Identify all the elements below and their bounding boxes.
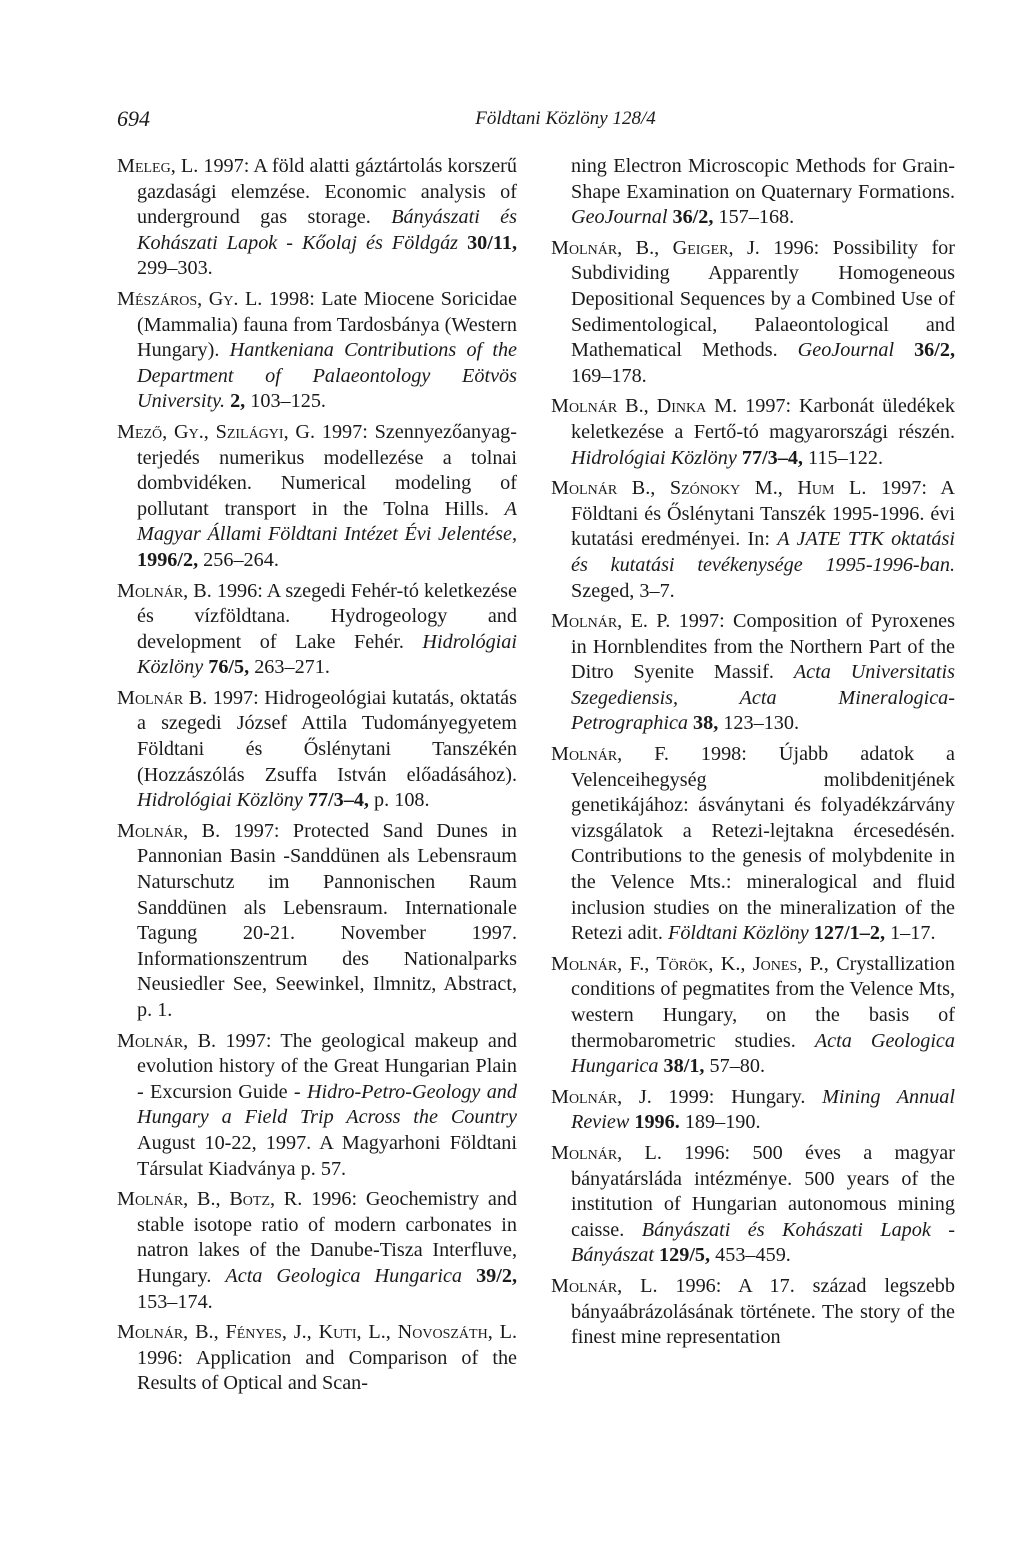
reference-text: 1996: Application and Comparison of the Results of Optical and Scan- [137,1346,517,1395]
reference-pages: 153–174. [137,1290,213,1313]
reference-author: Mészáros, Gy. L. [117,287,263,310]
reference-journal: Mining Annual Review [571,1085,956,1134]
reference-author: Molnár, J. [551,1085,652,1108]
reference-pages: Szeged, 3–7. [571,579,675,602]
reference-pages: 115–122. [802,446,883,469]
reference-author: Molnár, B. [117,1029,217,1052]
reference-entry [117,819,517,1024]
reference-author: Molnár B., Szónoky M., Hum L. [551,477,867,500]
reference-volume: 76/5, [203,656,250,679]
reference-entry [117,1029,517,1183]
reference-entry [551,394,955,471]
reference-text: 1998: Újabb adatok a Velenceihegység molibdenitjének genetikájához: ásványtani és folyadékzárvány vizsgálatok a Retezi-lejtakna ércesedésén. Contributions to the genesis of molybdenite in the Velence Mts.: mineralogical and fluid inclusion studies on the mineralization of the Retezi adit. [571,743,956,945]
reference-pages: 123–130. [718,712,800,735]
reference-pages: 157–168. [713,206,795,229]
reference-author: Molnár, F. [551,743,669,766]
reference-entry [551,609,955,737]
reference-entry [117,1187,517,1315]
reference-journal: Hidrológiai Közlöny [137,630,517,679]
reference-text: 1997: Composition of Pyroxenes in Hornblendites from the Northern Part of the Ditro Syenite Massif. [571,610,955,684]
reference-pages: 189–190. [679,1111,761,1134]
reference-author: Meleg, L. [117,155,199,177]
reference-entry [117,579,517,681]
reference-text: 1997: The geological makeup and evolution history of the Great Hungarian Plain - Excursion Guide - [137,1029,518,1103]
reference-journal: Acta Geologica Hungarica [571,1029,955,1078]
reference-volume: 36/2, [667,206,714,229]
reference-entry [551,154,955,231]
reference-pages: 57–80. [704,1055,766,1078]
reference-author: Molnár, B., Fényes, J., Kuti, L., Novoszáth, L. [117,1321,517,1344]
reference-journal: A Magyar Állami Földtani Intézet Évi Jelentése, [137,497,517,546]
reference-volume: 77/3–4, [736,446,803,469]
reference-volume: 129/5, [654,1244,711,1267]
reference-author: Molnár, E. P. [551,610,671,633]
reference-author: Molnár B. [117,686,208,709]
reference-volume: 1996. [629,1111,680,1134]
reference-volume: 1996/2, [137,548,199,571]
reference-volume: 2, [225,390,246,413]
reference-text: 1998: Late Miocene Soricidae (Mammalia) fauna from Tardosbánya (Western Hungary). [137,287,518,362]
reference-text: 1999: Hungary. [651,1085,823,1108]
reference-text: 1996: A szegedi Fehér-tó keletkezése és vízföldtana. Hydrogeology and development of Lake Fehér. [137,579,517,653]
reference-volume: 77/3–4, [302,789,369,812]
reference-journal: Bányászati és Kohászati Lapok - Kőolaj és Földgáz [137,206,517,254]
reference-text: 1997: A Földtani és Őslénytani Tanszék 1995-1996. évi kutatási eredményei. In: [571,477,955,551]
reference-entry [551,1085,955,1136]
reference-text: ning Electron Microscopic Methods for Grain-Shape Examination on Quaternary Formations. [571,155,955,203]
reference-journal: GeoJournal [571,206,668,229]
reference-entry [117,154,517,282]
left-column [117,154,517,1402]
reference-text: 1996: A 17. század legszebb bányaábrázolásának története. The story of the finest mine representation [571,1274,955,1349]
reference-journal: Hidro-Petro-Geology and Hungary a Field Trip Across the Country [137,1080,517,1129]
reference-journal: Bányászati és Kohászati Lapok - Bányászat [571,1218,956,1267]
reference-entry [551,742,955,947]
reference-journal: Acta Geologica Hungarica [225,1264,463,1287]
reference-pages: August 10-22, 1997. A Magyarhoni Földtani Társulat Kiadványa p. 57. [137,1131,517,1180]
journal-title: Földtani Közlöny 128/4 [475,108,656,129]
reference-journal: Acta Universitatis Szegediensis, Acta Mineralogica-Petrographica [571,661,956,735]
reference-volume: 38/1, [658,1055,705,1078]
reference-entry [117,1320,517,1397]
reference-text: 1996: Geochemistry and stable isotope ratio of modern carbonates in natron lakes of the Danube-Tisza Interfluve, Hungary. [137,1188,518,1287]
running-header [117,106,944,136]
reference-pages: 1–17. [885,922,936,945]
reference-author: Molnár, B. [117,579,212,602]
reference-pages: 103–125. [245,390,326,413]
reference-entry [551,1274,955,1351]
reference-entry [117,420,517,574]
reference-pages: 256–264. [198,548,279,571]
reference-pages: 453–459. [710,1244,791,1267]
reference-text: 1996: Possibility for Subdividing Apparently Homogeneous Depositional Sequences by a Combined Use of Sedimentological, Palaeontological and Mathematical Methods. [571,236,955,362]
reference-author: Molnár, F., Török, K., Jones, P. [551,952,824,975]
reference-entry [551,476,955,604]
reference-entry [551,952,955,1080]
reference-volume: 38, [688,712,719,735]
reference-text: 1997: Hidrogeológiai kutatás, oktatás a szegedi József Attila Tudományegyetem Földtani és Őslénytani Tanszékén (Hozzászólás Zsuffa István előadásához). [137,686,517,786]
reference-author: Molnár, B., Geiger, J. [551,236,760,259]
reference-journal: Földtani Közlöny [667,922,809,945]
reference-volume: 39/2, [462,1264,517,1287]
reference-text: 1997: Protected Sand Dunes in Pannonian Basin -Sanddünen als Lebensraum Naturschutz im Pannonischen Raum Sanddünen als Lebensraum. Internationale Tagung 20-21. November 1997. Informationszentrum des Nationalparks Neusiedler See, Seewinkel, Ilmnitz, Abstract, p. 1. [137,819,517,1021]
reference-author: Molnár, L. [551,1141,662,1164]
reference-entry [117,287,517,415]
reference-journal: A JATE TTK oktatási és kutatási tevékenysége 1995-1996-ban. [571,528,955,576]
reference-volume: 36/2, [894,339,956,362]
reference-author: Molnár, B. [117,819,221,842]
reference-author: Molnár B., Dinka M. [551,395,738,418]
reference-pages: 263–271. [249,656,330,679]
right-column [551,154,955,1356]
reference-volume: 127/1–2, [808,922,886,945]
reference-text: , Crystallization conditions of pegmatites from the Velence Mts, western Hungary, on the basis of thermobarometric studies. [571,952,955,1052]
page-number: 694 [117,106,150,131]
reference-pages: 169–178. [571,364,647,387]
reference-journal: GeoJournal [797,339,895,362]
reference-entry [551,1141,955,1269]
reference-journal: Hantkeniana Contributions of the Department of Palaeontology Eötvös University. [137,339,518,413]
reference-volume: 30/11, [458,231,517,254]
reference-text: 1996: 500 éves a magyar bányatársláda intézménye. 500 years of the institution of Hungarian autonomous mining caisse. [571,1141,955,1241]
reference-entry [551,236,955,390]
reference-author: Molnár, B., Botz, R. [117,1188,303,1211]
reference-author: Molnár, L. [551,1274,658,1297]
reference-journal: Hidrológiai Közlöny [137,789,303,812]
reference-text: 1997: Szennyezőanyag-terjedés numerikus modellezése a tolnai dombvidéken. Numerical modeling of pollutant transport in the Tolna Hills. [137,420,517,520]
reference-author: Mező, Gy., Szilágyi, G. [117,420,316,443]
reference-entry [117,686,517,814]
reference-journal: Hidrológiai Közlöny [571,446,737,469]
reference-text: 1997: Karbonát üledékek keletkezése a Fertő-tó magyarországi részén. [571,395,955,443]
reference-pages: p. 108. [368,789,430,812]
reference-pages: 299–303. [137,257,213,280]
reference-text: 1997: A föld alatti gáztártolás korszerű gazdasági elemzése. Economic analysis of underground gas storage. [137,155,517,229]
